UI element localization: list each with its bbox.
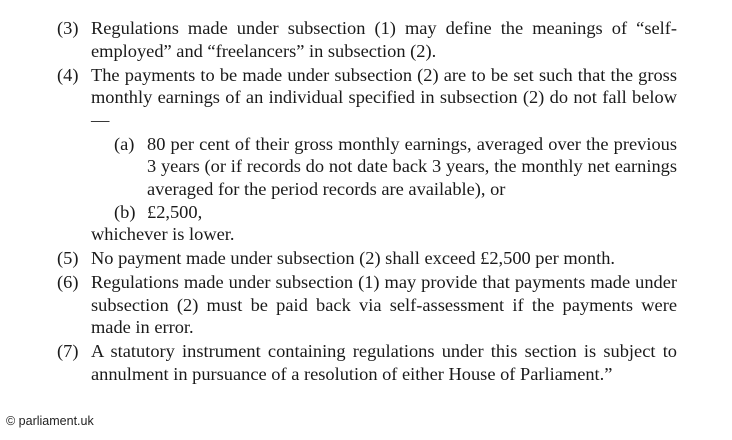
subsection-number: (5) (57, 248, 79, 269)
subsection-4-trailing-text: whichever is lower. (91, 224, 235, 245)
subsection-text: The payments to be made under subsection (2) are to be set such that the gross monthly earnings of an individual specified in subsection (2) do not fall below— (91, 64, 677, 130)
subsection-number: (6) (57, 272, 79, 293)
subsection-number: (4) (57, 64, 79, 85)
paragraph-text: £2,500, (147, 201, 203, 222)
paragraph-b (0, 201, 677, 224)
subsection-text: Regulations made under subsection (1) may provide that payments made under subsection (2) must be paid back via self-assessment if the payments were made in error. (91, 272, 677, 338)
subsection-number: (7) (57, 341, 79, 362)
subsection-text: No payment made under subsection (2) shall exceed £2,500 per month. (91, 248, 615, 269)
paragraph-text: 80 per cent of their gross monthly earnings, averaged over the previous 3 years (or if records do not date back 3 years, the monthly net earnings averaged for the period records are available), or (147, 133, 677, 199)
subsection-6 (0, 271, 677, 339)
subsection-5 (0, 247, 677, 270)
subsection-3 (0, 17, 677, 62)
subsection-text: Regulations made under subsection (1) may define the meanings of “self-employed” and “freelancers” in subsection (2). (91, 18, 677, 61)
legislation-text (0, 17, 732, 387)
copyright-watermark: © parliament.uk (0, 409, 104, 433)
paragraph-number: (a) (114, 133, 135, 154)
subsection-text: A statutory instrument containing regulations under this section is subject to annulment in pursuance of a resolution of either House of Parliament.” (91, 341, 677, 384)
subsection-4 (0, 64, 677, 132)
paragraph-number: (b) (114, 201, 136, 222)
subsection-7 (0, 340, 677, 385)
subsection-number: (3) (57, 18, 79, 38)
paragraph-a (0, 133, 677, 201)
